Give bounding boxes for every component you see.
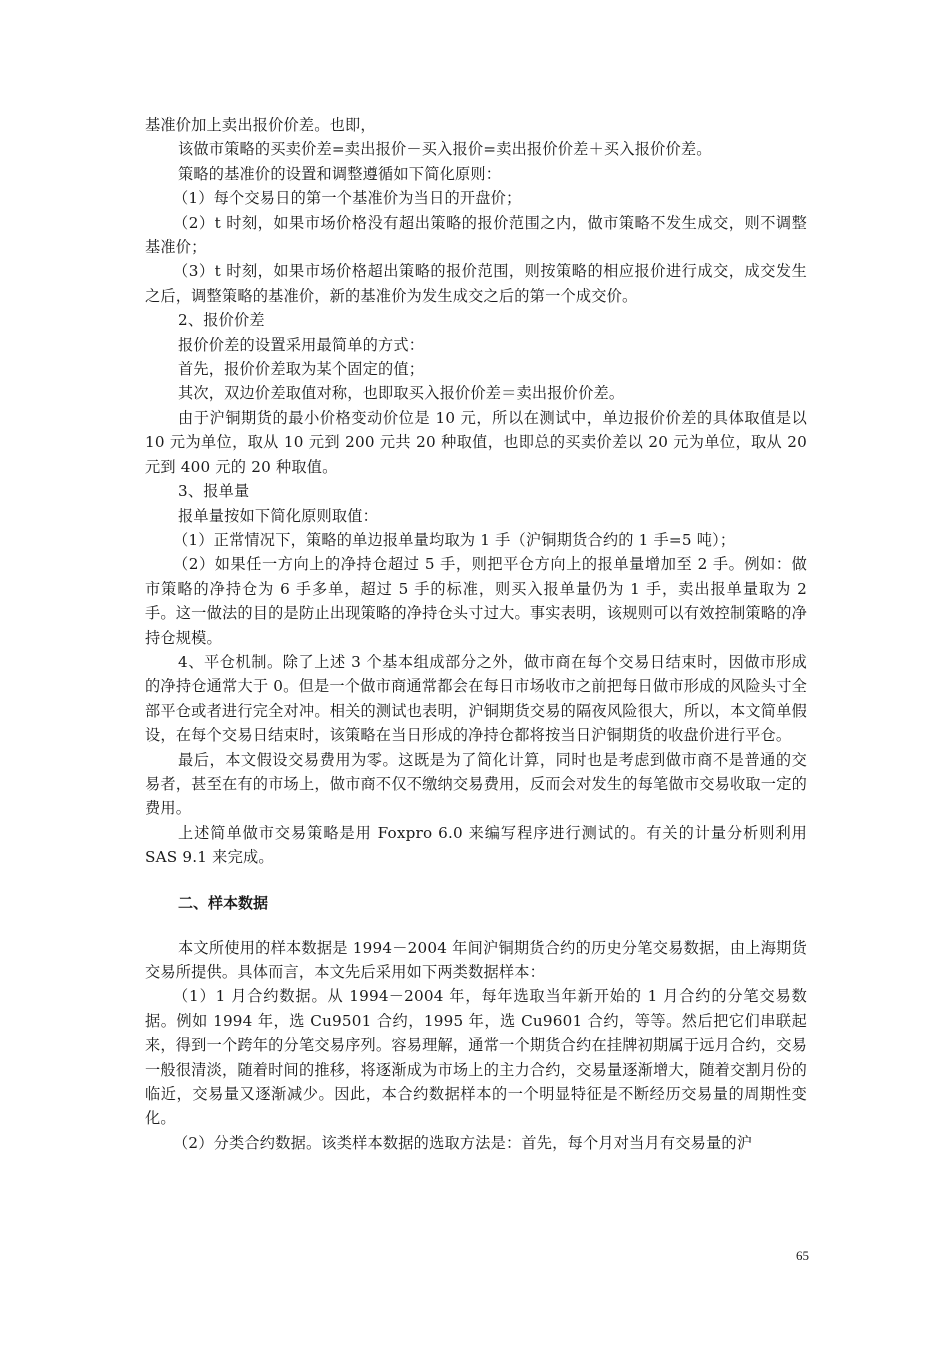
paragraph: 策略的基准价的设置和调整遵循如下简化原则： xyxy=(178,164,502,183)
paragraph: （2）t 时刻，如果市场价格没有超出策略的报价范围之内，做市策略不发生成交，则不调整基准价； xyxy=(145,213,807,257)
paragraph: 该做市策略的买卖价差=卖出报价－买入报价=卖出报价价差＋买入报价价差。 xyxy=(178,140,712,159)
paragraph: （1）1 月合约数据。从 1994－2004 年，每年选取当年新开始的 1 月合约的分笔交易数据。例如 1994 年，选 Cu9501 合约，1995 年，选 Cu9601 合约，等等。然后把它们串联起来，得到一个跨年的分笔交易序列。容易理解，通常一个期货合约在挂牌初期属于远月合约，交易一般很清淡，随着时间的推移，将逐渐成为市场上的主力合约，交易量逐渐增大，随着交割月份的临近，交易量又逐渐减少。因此，本合约数据样本的一个明显特征是不断经历交易量的周期性变化。 xyxy=(145,987,807,1128)
paragraph: 最后，本文假设交易费用为零。这既是为了简化计算，同时也是考虑到做市商不是普通的交易者，甚至在有的市场上，做市商不仅不缴纳交易费用，反而会对发生的每笔做市交易收取一定的费用。 xyxy=(145,750,807,818)
paragraph: 4、平仓机制。除了上述 3 个基本组成部分之外，做市商在每个交易日结束时，因做市形成的净持仓通常大于 0。但是一个做市商通常都会在每日市场收市之前把每日做市形成的风险头寸全部平仓或者进行完全对冲。相关的测试也表明，沪铜期货交易的隔夜风险很大，所以，本文简单假设，在每个交易日结束时，该策略在当日形成的净持仓都将按当日沪铜期货的收盘价进行平仓。 xyxy=(145,652,807,745)
paragraph: （3）t 时刻，如果市场价格超出策略的报价范围，则按策略的相应报价进行成交，成交发生之后，调整策略的基准价，新的基准价为发生成交之后的第一个成交价。 xyxy=(145,262,807,305)
paragraph: 由于沪铜期货的最小价格变动价位是 10 元，所以在测试中，单边报价价差的具体取值是以 10 元为单位，取从 10 元到 200 元共 20 种取值，也即总的买卖价差以 20 元为单位，取从 20 元到 400 元的 20 种取值。 xyxy=(145,408,807,476)
paragraph: 其次，双边价差取值对称，也即取买入报价价差＝卖出报价价差。 xyxy=(178,384,625,403)
document-body xyxy=(145,113,807,1155)
paragraph: 3、报单量 xyxy=(178,482,250,501)
paragraph: 上述简单做市交易策略是用 Foxpro 6.0 来编写程序进行测试的。有关的计量分析则利用 SAS 9.1 来完成。 xyxy=(145,823,807,867)
paragraph: 首先，报价价差取为某个固定的值； xyxy=(178,360,425,379)
paragraph: （2）如果任一方向上的净持仓超过 5 手，则把平仓方向上的报单量增加至 2 手。例如：做市策略的净持仓为 6 手多单，超过 5 手的标准，则买入报单量仍为 1 手，卖出报单量取为 2 手。这一做法的目的是防止出现策略的净持仓头寸过大。事实表明，该规则可以有效控制策略的净持仓规模。 xyxy=(145,555,807,647)
paragraph: （1）正常情况下，策略的单边报单量均取为 1 手（沪铜期货合约的 1 手=5 吨）； xyxy=(173,530,736,549)
paragraph: 报价价差的设置采用最简单的方式： xyxy=(178,335,425,354)
paragraph: 2、报价价差 xyxy=(178,311,265,330)
section-heading: 二、样本数据 xyxy=(178,893,269,912)
page-number: 65 xyxy=(796,1248,809,1263)
text-block-methodology xyxy=(145,113,807,870)
text-block-sample-data xyxy=(145,936,807,1156)
paragraph: 基准价加上卖出报价价差。也即， xyxy=(145,116,376,134)
paragraph: （1）每个交易日的第一个基准价为当日的开盘价； xyxy=(173,189,522,208)
paragraph: （2）分类合约数据。该类样本数据的选取方法是：首先，每个月对当月有交易量的沪 xyxy=(173,1133,753,1152)
paragraph: 本文所使用的样本数据是 1994－2004 年间沪铜期货合约的历史分笔交易数据，由上海期货交易所提供。具体而言，本文先后采用如下两类数据样本： xyxy=(145,938,807,981)
paragraph: 报单量按如下简化原则取值： xyxy=(178,506,379,525)
